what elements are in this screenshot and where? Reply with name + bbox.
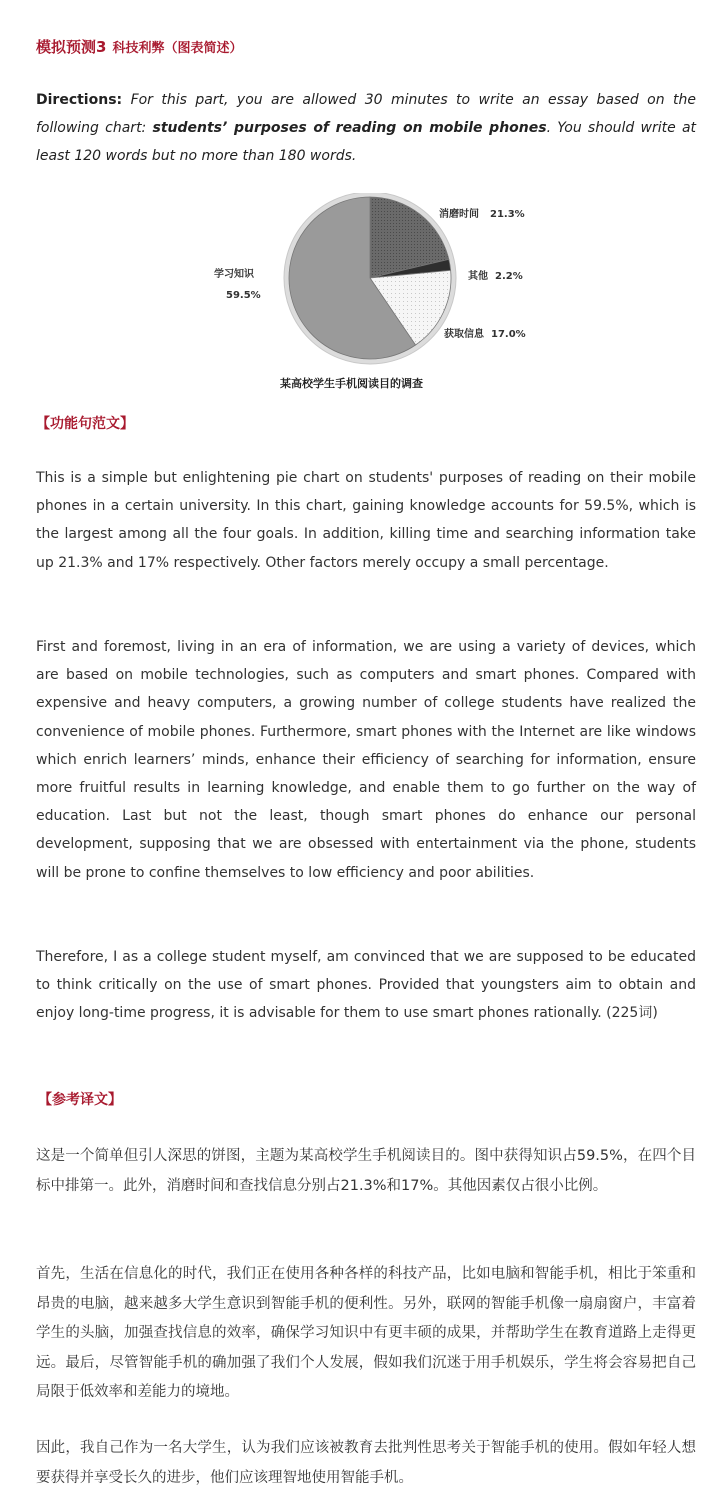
page-title (36, 36, 242, 57)
directions-label: Directions: (36, 92, 123, 108)
translation-paragraph-2: 首先，生活在信息化的时代，我们正在使用各种各样的科技产品，比如电脑和智能手机，相比于笨重和昂贵的电脑，越来越多大学生意识到智能手机的便利性。另外，联网的智能手机像一扇扇窗户，丰富着学生的头脑，加强查找信息的效率，确保学习知识中有更丰硕的成果，并帮助学生在教育道路上走得更远。最后，尽管智能手机的确加强了我们个人发展，假如我们沉迷于用手机娱乐，学生将会容易把自己局限于低效率和差能力的境地。 (36, 1266, 696, 1400)
model-essay-label: 【功能句范文】 (36, 416, 134, 432)
directions-topic: students’ purposes of reading on mobile phones (152, 120, 547, 136)
directions-text-2: . You should write at least 120 words but no more than 180 words. (36, 120, 697, 164)
value-learning-knowledge: 59.5% (226, 290, 261, 301)
chart-title: 某高校学生手机阅读目的调查 (280, 377, 423, 390)
value-getting-info: 17.0% (491, 329, 526, 340)
directions-text-1: For this part, you are allowed 30 minutes to write an essay based on the following chart: (36, 92, 696, 136)
directions-paragraph (36, 86, 696, 170)
value-other: 2.2% (495, 271, 523, 282)
essay-paragraph-2: First and foremost, living in an era of information, we are using a variety of devices, which are based on mobile technologies, such as computers and smart phones. Compared with expensive and heavy computers, a growing number of college students have realized the convenience of mobile phones. Furthermore, smart phones with the Internet are like windows which enrich learners’ minds, enhance their efficiency of searching for information, ensure more fruitful results in learning knowledge, and enable them to go further on the way of education. Last but not the least, though smart phones do enhance our personal development, supposing that we are obsessed with entertainment via the phone, students will be prone to confine themselves to low efficiency and poor abilities. (36, 639, 696, 881)
essay-paragraph-3: Therefore, I as a college student myself, am convinced that we are supposed to be educated to think critically on the use of smart phones. Provided that youngsters aim to obtain and enjoy long-time progress, it is advisable for them to use smart phones rationally. (225词) (36, 949, 696, 1022)
pie-slices (289, 197, 451, 359)
title-main: 模拟预测3 (36, 38, 107, 56)
essay-paragraph-1: This is a simple but enlightening pie chart on students' purposes of reading on their mobile phones in a certain university. In this chart, gaining knowledge accounts for 59.5%, which is the largest among all the four goals. In addition, killing time and searching information take up 21.3% and 17% respectively. Other factors merely occupy a small percentage. (36, 470, 696, 571)
label-killing-time: 消磨时间 (439, 209, 479, 220)
value-killing-time: 21.3% (490, 209, 525, 220)
label-learning-knowledge: 学习知识 (214, 269, 254, 280)
label-getting-info: 获取信息 (444, 329, 484, 340)
translation-label: 【参考译文】 (38, 1092, 122, 1108)
translation-paragraph-3: 因此，我自己作为一名大学生，认为我们应该被教育去批判性思考关于智能手机的使用。假如年轻人想要获得并享受长久的进步，他们应该理智地使用智能手机。 (36, 1440, 696, 1486)
title-subtitle: 科技利弊（图表简述） (112, 41, 243, 56)
pie-chart (195, 193, 535, 393)
translation-paragraph-1: 这是一个简单但引人深思的饼图，主题为某高校学生手机阅读目的。图中获得知识占59.5%，在四个目标中排第一。此外，消磨时间和查找信息分别占21.3%和17%。其他因素仅占很小比例。 (36, 1148, 696, 1194)
label-other: 其他 (468, 271, 488, 282)
